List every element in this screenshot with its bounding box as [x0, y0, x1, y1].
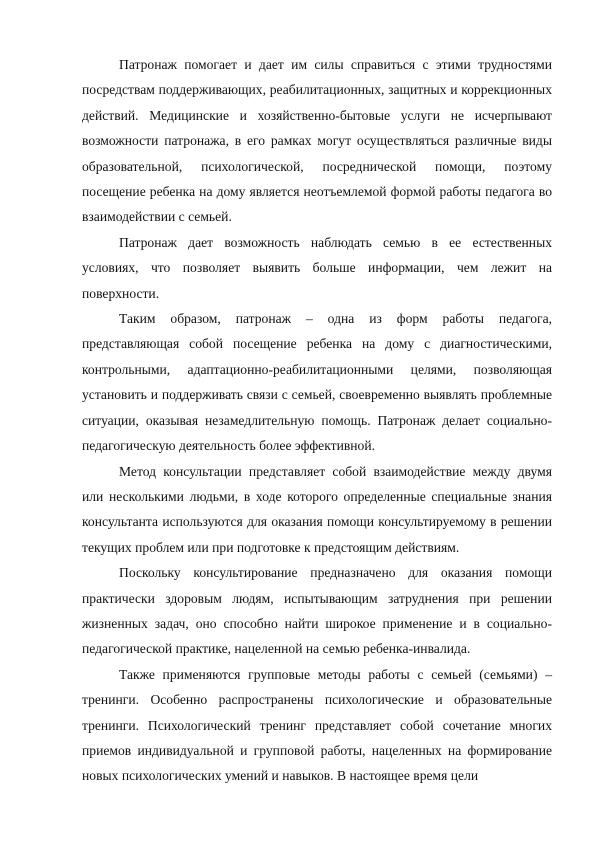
paragraph-patronage-observe: Патронаж дает возможность наблюдать семью в ее естественных условиях, что позволяет выявить больше информации, чем лежит на поверхности.	[82, 234, 552, 301]
document-page	[82, 52, 552, 789]
paragraph-patronage-help: Патронаж помогает и дает им силы справиться с этими трудностями посредствам поддерживающих, реабилитационных, защитных и коррекционных действий. Медицинские и хозяйственно-бытовые услуги не исчерпывают возможности патронажа, в его рамках могут осуществляться различные виды образовательной, психологической, посреднической помощи, поэтому посещение ребенка на дому является неотъемлемой формой работы педагога во взаимодействии с семьей.	[82, 57, 552, 225]
paragraph-patronage-definition: Таким образом, патронаж – одна из форм работы педагога, представляющая собой посещение ребенка на дому с диагностическими, контрольными, адаптационно-реабилитационными целями, позволяющая установить и поддерживать связи с семьей, своевременно выявлять проблемные ситуации, оказывая незамедлительную помощь. Патронаж делает социально-педагогическую деятельность более эффективной.	[82, 311, 552, 454]
paragraph-consulting-application: Поскольку консультирование предназначено для оказания помощи практически здоровым людям, испытывающим затруднения при решении жизненных задач, оно способно найти широкое применение и в социально-педагогической практике, нацеленной на семью ребенка-инвалида.	[82, 565, 552, 657]
paragraph-consultation-method: Метод консультации представляет собой взаимодействие между двумя или несколькими людьми, в ходе которого определенные специальные знания консультанта используются для оказания помощи консультируемому в решении текущих проблем или при подготовке к предстоящим действиям.	[82, 463, 552, 555]
paragraph-group-trainings: Также применяются групповые методы работы с семьей (семьями) – тренинги. Особенно распространены психологические и образовательные тренинги. Психологический тренинг представляет собой сочетание многих приемов индивидуальной и групповой работы, нацеленных на формирование новых психологических умений и навыков. В настоящее время цели	[82, 666, 552, 784]
